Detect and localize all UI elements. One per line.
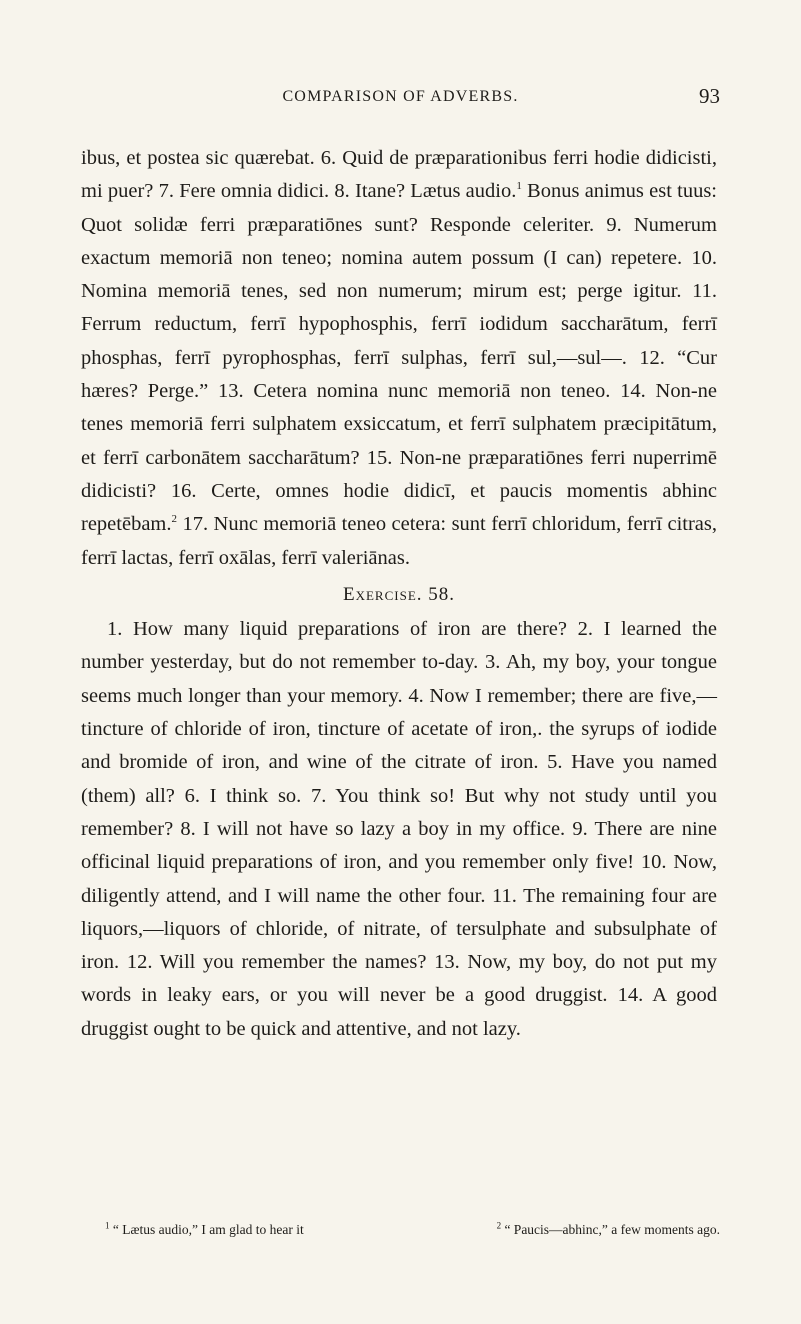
page-header [0,84,801,112]
exercise-heading: Exercise. 58. [342,583,456,605]
page-number: 93 [699,84,720,108]
footnote-ref-1: 1 [516,180,522,193]
latin-text-part1: ibus, et postea sic quærebat. 6. Quid de præparationibus ferri hodie didicisti, mi puer? 7. Fere omnia didici. 8. Itane? Lætus audio. [81,147,717,203]
footnote-2-text: “ Paucis—abhinc,” a few moments ago. [501,1222,720,1237]
latin-paragraph [81,142,717,575]
exercise-paragraph: 1. How many liquid preparations of iron are there? 2. I learned the number yesterday, but do not remember to-day. 3. Ah, my boy, your tongue seems much longer than your memory. 4. Now I remember; there are five,—tincture of chloride of iron, tincture of acetate of iron,. the syrups of iodide and bromide of iron, and wine of the citrate of iron. 5. Have you named (them) all? 6. I think so. 7. You think so! But why not study until you remember? 8. I will not have so lazy a boy in my office. 9. There are nine officinal liquid preparations of iron, and you remember only five! 10. Now, diligently attend, and I will name the other four. 11. The remaining four are liquors,—liquors of chloride, of nitrate, of tersulphate and subsulphate of iron. 12. Will you remember the names? 13. Now, my boy, do not put my words in leaky ears, or you will never be a good druggist. 14. A good druggist ought to be quick and attentive, and not lazy. [81,618,717,1040]
footnote-2-number: 2 [496,1220,502,1231]
running-head: COMPARISON OF ADVERBS. [282,88,519,105]
page-body [81,142,717,1046]
footnote-ref-2: 2 [171,513,177,526]
footnote-2 [497,1222,720,1238]
footnotes [105,1222,720,1238]
footnote-1-number: 1 [105,1220,110,1231]
footnote-1-text: “ Lætus audio,” I am glad to hear it [109,1222,304,1237]
latin-text-part2: Bonus animus est tuus: Quot solidæ ferri præparatiōnes sunt? Responde celeriter. 9. Numerum exactum memoriā non teneo; nomina autem possum (I can) repetere. 10. Nomina memoriā tenes, sed non numerum; mirum est; perge igitur. 11. Ferrum reductum, ferrī hypophosphis, ferrī iodidum saccharātum, ferrī phosphas, ferrī pyrophosphas, ferrī sulphas, ferrī sul,—sul—. 12. “Cur hæres? Perge.” 13. Cetera nomina nunc memoriā non teneo. 14. Non-ne tenes memoriā ferri sulphatem exsiccatum, et ferrī sulphatem præcipitātum, et ferrī carbonātem saccharātum? 15. Non-ne præparatiōnes ferri nuperrimē didicisti? 16. Certe, omnes hodie didicī, et paucis momentis abhinc repetēbam. [81,180,718,536]
latin-text-part3: 17. Nunc memoriā teneo cetera: sunt ferrī chloridum, ferrī citras, ferrī lactas, ferrī oxālas, ferrī valeriānas. [81,513,717,569]
footnote-1 [105,1222,304,1238]
